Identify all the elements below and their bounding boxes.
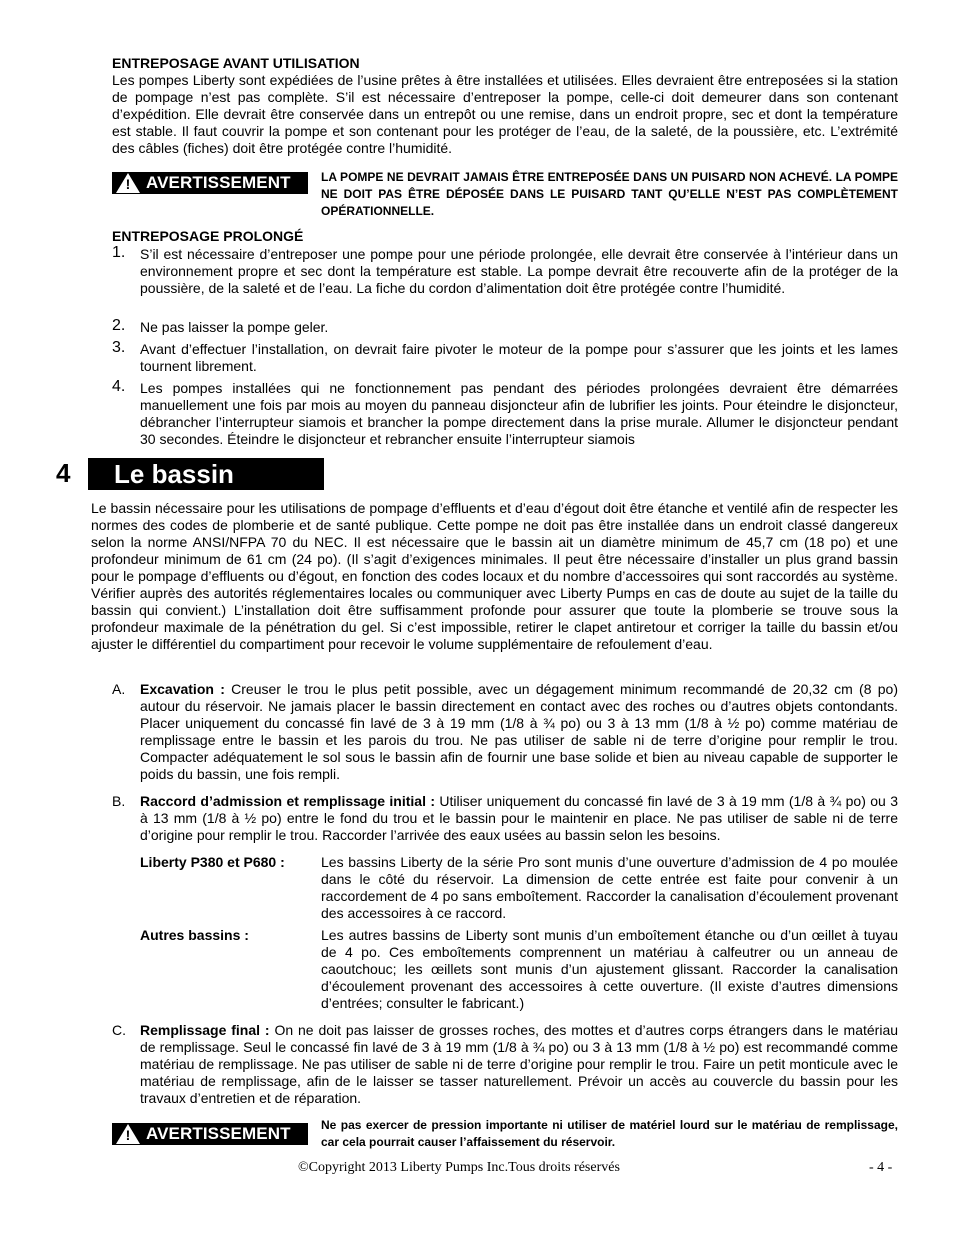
warning-triangle-icon: ! [116, 173, 140, 193]
section-title: Le bassin [114, 459, 234, 489]
extended-storage-heading: ENTREPOSAGE PROLONGÉ [112, 228, 304, 244]
list-item: A. Excavation : Creuser le trou le plus petit possible, avec un dégagement minimum recommandé de 20,32 cm (8 po) autour du réservoir. Ne jamais placer le bassin directement en contact avec des roches ou d’autres objets contondants. Placer uniquement du concassé fin lavé de 3 à 19 mm (1/8 à ¾ po) ou 3 à 13 mm (1/8 à ½ po) comme matériau de remplissage entre le bassin et les parois du trou. Ne pas utiliser de sable ni de terre d’origine pour remplir le trou. Compacter adéquatement le sol sous le bassin afin de fournir une base solide et bien au niveau capable de supporter le poids du bassin, une fois rempli. [112, 681, 899, 782]
warning-text: LA POMPE NE DEVRAIT JAMAIS ÊTRE ENTREPOSÉE DANS UN PUISARD NON ACHEVÉ. LA POMPE NE DOIT PAS ÊTRE DÉPOSÉE DANS LE PUISARD TANT QU’ELLE N’EST PAS COMPLÈTEMENT OPÉRATIONNELLE. [321, 170, 898, 218]
warning-badge [112, 1123, 308, 1145]
footer-copyright: ©Copyright 2013 Liberty Pumps Inc.Tous droits réservés [298, 1160, 620, 1175]
basin-intro-paragraph: Le bassin nécessaire pour les utilisations de pompage d’effluents et d’eau d’égout doit être étanche et ventilé afin de respecter les normes des codes de plomberie et de santé publique. Cette pompe ne doit pas être installée dans un endroit classé dangereux selon la norme ANSI/NFPA 70 du NEC. Il est nécessaire que le bassin ait un diamètre minimum de 45,7 cm (18 po) et une profondeur minimum de 61 cm (24 po). (Il s’agit d’exigences minimales. Il peut être nécessaire d’installer un plus grand bassin pour le pompage d’effluents ou d’égout, en fonction des codes locaux et du nombre d’accessoires qui sont raccordés au système. Vérifier auprès des autorités réglementaires locales ou communiquer avec Liberty Pumps en cas de doute au sujet de la taille du bassin qui convient.) L’installation doit être suffisamment profonde pour assurer que toute la plomberie se trouve sous la profondeur maximale de la pénétration du gel. Si c’est impossible, retirer le clapet antiretour et corriger la taille du bassin et/ou ajuster le différentiel du compartiment pour recevoir le volume supplémentaire de refoulement d’eau. [91, 500, 898, 652]
storage-paragraph: Les pompes Liberty sont expédiées de l’usine prêtes à être installées et utilisées. Elles devraient être entreposées si la station de pompage n’est pas complète. S’il est nécessaire d’entreposer la pompe, celle-ci doit demeurer dans son contenant d’expédition. Elle devrait être conservée dans un entrepôt ou une remise, dans un endroit propre, sec et dont la température est stable. Il faut couvrir la pompe et son contenant pour les protéger de l’eau, de la saleté, de la poussière, etc. L’extrémité des câbles (fiches) doit être protégée contre l’humidité. [112, 72, 898, 156]
warning-triangle-icon: ! [116, 1124, 140, 1144]
list-item: 4. Les pompes installées qui ne fonctionnement pas pendant des périodes prolongées devraient être démarrées manuellement une fois par mois au moyen du panneau disjoncteur afin de lubrifier les joints. Pour éteindre le disjoncteur, débrancher l’interrupteur siamois et brancher la pompe directement dans la prise murale. Allumer le disjoncteur pendant 30 secondes. Éteindre le disjoncteur et rebrancher ensuite l’interrupteur siamois [112, 378, 898, 447]
list-item: 3. Avant d’effectuer l’installation, on devrait faire pivoter le moteur de la pompe pour s’assurer que les joints et les lames tournent librement. [112, 339, 898, 374]
storage-heading: ENTREPOSAGE AVANT UTILISATION [112, 55, 360, 71]
page-number: - 4 - [869, 1160, 893, 1175]
warning-badge [112, 172, 308, 194]
warning-label: AVERTISSEMENT [146, 173, 291, 192]
definition-row: Liberty P380 et P680 : Les bassins Liberty de la série Pro sont munis d’une ouverture d’admission de 4 po moulée dans le côté du réservoir. La dimension de cette entrée est faite pour convenir à un raccordement de 4 po sans emboîtement. Raccorder la canalisation d’écoulement provenant des accessoires à ce raccord. [140, 854, 898, 921]
definition-row: Autres bassins : Les autres bassins de Liberty sont munis d’un emboîtement étanche ou d’un œillet à tuyau de 4 po. Ces emboîtements comprennent un matériau à calfeutrer ou un anneau de caoutchouc; les œillets sont munis d’un ajustement glissant. Raccorder la canalisation d’écoulement provenant des accessoires à cette ouverture. (Il existe d’autres dimensions d’entrées; consulter le fabricant.) [140, 927, 898, 1011]
section-title-bar [88, 458, 324, 490]
list-item: 2. Ne pas laisser la pompe geler. [112, 317, 329, 335]
list-item: C. Remplissage final : On ne doit pas laisser de grosses roches, des mottes et d’autres corps étrangers dans le matériau de remplissage. Seul le concassé fin lavé de 3 à 19 mm (1/8 à ¾ po) ou 3 à 13 mm (1/8 à ½ po) est recommandé comme matériau de remplissage. Ne pas utiliser de sable ni de terre d’origine pour remplir le trou. Faire un petit monticule avec le matériau de remplissage, afin de le laisser se tasser naturellement. Prévoir un accès au couvercle du bassin pour les travaux d’entretien et de réparation. [112, 1022, 899, 1106]
list-item: 1. S’il est nécessaire d’entreposer une pompe pour une période prolongée, elle devrait être conservée à l’intérieur dans un environnement propre et sec dont la température est stable. La pompe devrait être recouverte afin de la protéger de la poussière, de la saleté et de l’eau. La fiche du cordon d’alimentation doit être protégée contre l’humidité. [112, 244, 898, 296]
warning-text: Ne pas exercer de pression importante ni utiliser de matériel lourd sur le matériau de remplissage, car cela pourrait causer l’affaissement du réservoir. [321, 1118, 898, 1149]
list-item: B. Raccord d’admission et remplissage initial : Utiliser uniquement du concassé fin lavé de 3 à 19 mm (1/8 à ¾ po) ou 3 à 13 mm (1/8 à ½ po) entre le fond du trou et le bassin pour le maintenir en place. Ne pas utiliser de sable ni de terre d’origine pour remplir le trou. Raccorder l’arrivée des eaux usées au bassin selon les besoins. [112, 793, 898, 843]
section-number: 4 [56, 458, 71, 488]
warning-label: AVERTISSEMENT [146, 1124, 291, 1143]
